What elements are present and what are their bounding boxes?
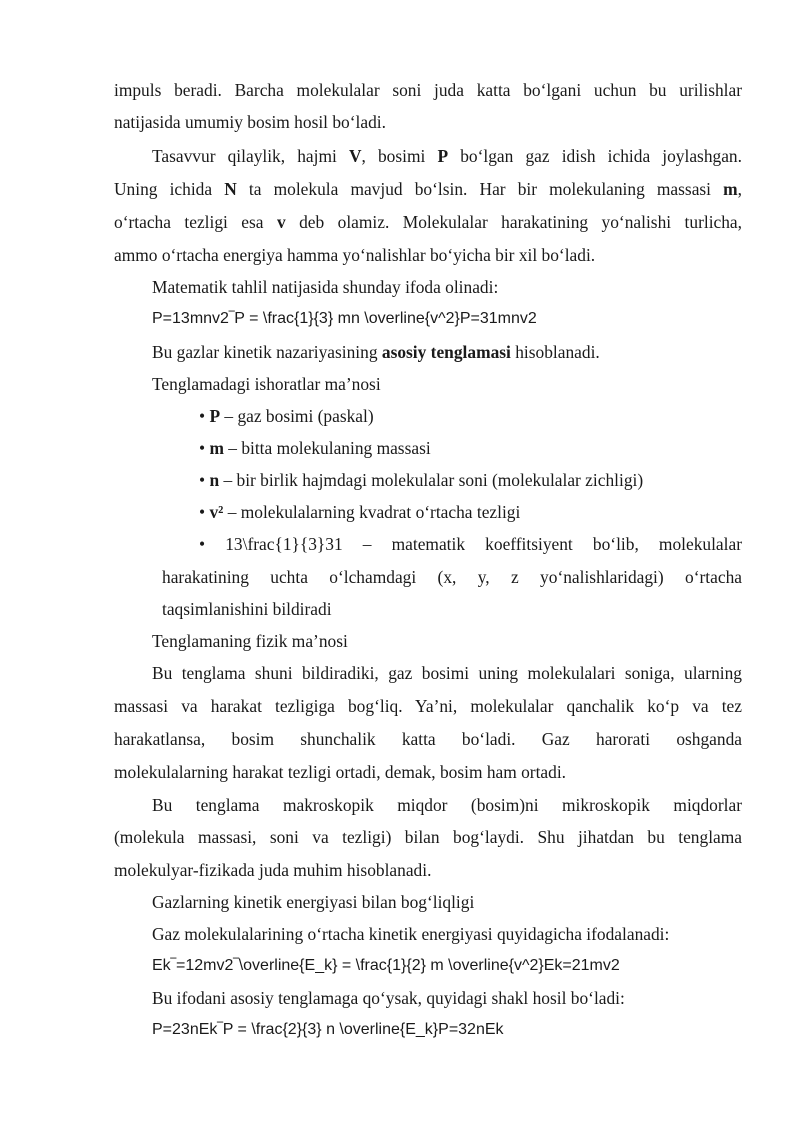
paragraph-line bbox=[152, 276, 742, 298]
formula-line bbox=[152, 1019, 742, 1041]
text-span: Tenglamaning fizik ma’nosi bbox=[152, 631, 348, 651]
text-span: harakatlansa, bosim shunchalik katta bo‘ladi. Gaz harorati oshganda bbox=[114, 729, 742, 749]
text-span: Bu tenglama makroskopik miqdor (bosim)ni mikroskopik miqdorlar bbox=[152, 795, 742, 815]
bullet-item bbox=[199, 469, 742, 491]
text-span: molekulalarning harakat tezligi ortadi, demak, bosim ham ortadi. bbox=[114, 762, 567, 782]
bullet-item bbox=[199, 437, 742, 459]
text-span: ta molekula mavjud bo‘lsin. Har bir molekulaning massasi bbox=[236, 179, 724, 199]
paragraph-line bbox=[152, 341, 742, 363]
bullet-glyph: • bbox=[199, 438, 210, 458]
paragraph-line bbox=[152, 794, 742, 816]
symbol-count: N bbox=[224, 179, 237, 199]
text-span: Bu tenglama shuni bildiradiki, gaz bosimi uning molekulalari soniga, ularning bbox=[152, 663, 742, 683]
paragraph-line bbox=[152, 923, 742, 945]
paragraph-line bbox=[114, 79, 742, 101]
formula-text: Ek‾=12mv2‾\overline{E_k} = \frac{1}{2} m \overline{v^2}Ek=21mv2 bbox=[152, 957, 620, 974]
paragraph-line bbox=[152, 145, 742, 167]
text-span: o‘rtacha tezligi esa bbox=[114, 212, 277, 232]
text-span: Gazlarning kinetik energiyasi bilan bog‘liqligi bbox=[152, 892, 475, 912]
paragraph-line bbox=[152, 662, 742, 684]
paragraph-line bbox=[114, 826, 742, 848]
symbol-velocity: v bbox=[276, 212, 286, 232]
section-heading bbox=[152, 891, 742, 913]
formula-line bbox=[152, 955, 742, 977]
text-span: Bu ifodani asosiy tenglamaga qo‘ysak, quyidagi shakl hosil bo‘ladi: bbox=[152, 988, 625, 1008]
bullet-item bbox=[199, 501, 742, 523]
bullet-glyph: • bbox=[199, 470, 210, 490]
bullet-glyph: • bbox=[199, 406, 210, 426]
text-span: Matematik tahlil natijasida shunday ifoda olinadi: bbox=[152, 277, 499, 297]
bullet-text: – bir birlik hajmdagi molekulalar soni (molekulalar zichligi) bbox=[219, 470, 644, 490]
text-span: massasi va harakat tezligiga bog‘liq. Ya’ni, molekulalar qanchalik ko‘p va tez bbox=[114, 696, 742, 716]
paragraph-line bbox=[114, 244, 742, 266]
paragraph-line bbox=[114, 211, 742, 233]
bullet-item bbox=[199, 533, 742, 555]
paragraph-line bbox=[152, 987, 742, 1009]
text-span: ammo o‘rtacha energiya hamma yo‘nalishlar bo‘yicha bir xil bo‘ladi. bbox=[114, 245, 596, 265]
text-span: Bu gazlar kinetik nazariyasining bbox=[152, 342, 382, 362]
text-span: (molekula massasi, soni va tezligi) bilan bog‘laydi. Shu jihatdan bu tenglama bbox=[114, 827, 742, 847]
bullet-text: – gaz bosimi (paskal) bbox=[220, 406, 374, 426]
text-span: Tenglamadagi ishoratlar ma’nosi bbox=[152, 374, 381, 394]
paragraph-line bbox=[114, 728, 742, 750]
text-span: bo‘lgan gaz idish ichida joylashgan. bbox=[448, 146, 742, 166]
paragraph-line bbox=[114, 695, 742, 717]
bullet-continuation bbox=[162, 598, 742, 620]
bullet-term: P bbox=[209, 406, 221, 426]
text-span: deb olamiz. Molekulalar harakatining yo‘nalishi turlicha, bbox=[285, 212, 743, 232]
bullet-continuation bbox=[162, 566, 742, 588]
bullet-term: v² bbox=[209, 502, 224, 522]
text-span: Gaz molekulalarining o‘rtacha kinetik energiyasi quyidagicha ifodalanadi: bbox=[152, 924, 670, 944]
formula-line bbox=[152, 308, 742, 330]
text-span: Uning ichida bbox=[114, 179, 225, 199]
text-span: , bosimi bbox=[361, 146, 438, 166]
bullet-term: m bbox=[209, 438, 224, 458]
bullet-text: • 13\frac{1}{3}31 – matematik koeffitsiyent bo‘lib, molekulalar bbox=[199, 534, 742, 554]
text-span: impuls beradi. Barcha molekulalar soni juda katta bo‘lgani uchun bu urilishlar bbox=[114, 80, 742, 100]
text-span: , bbox=[737, 179, 742, 199]
bullet-term: n bbox=[209, 470, 220, 490]
symbol-volume: V bbox=[348, 146, 362, 166]
symbol-pressure: P bbox=[437, 146, 449, 166]
bold-term: asosiy tenglamasi bbox=[381, 342, 511, 362]
text-span: taqsimlanishini bildiradi bbox=[162, 599, 332, 619]
bullet-item bbox=[199, 405, 742, 427]
text-span: hisoblanadi. bbox=[510, 342, 600, 362]
paragraph-line bbox=[114, 859, 742, 881]
text-span: Tasavvur qilaylik, hajmi bbox=[152, 146, 349, 166]
paragraph-line bbox=[114, 178, 742, 200]
section-heading bbox=[152, 373, 742, 395]
bullet-glyph: • bbox=[199, 502, 210, 522]
formula-text: P=13mnv2‾P = \frac{1}{3} mn \overline{v^2}P=31mnv2 bbox=[152, 310, 537, 327]
formula-text: P=23nEk‾P = \frac{2}{3} n \overline{E_k}P=32nEk bbox=[152, 1021, 504, 1038]
text-span: natijasida umumiy bosim hosil bo‘ladi. bbox=[114, 112, 386, 132]
text-span: harakatining uchta o‘lchamdagi (x, y, z yo‘nalishlaridagi) o‘rtacha bbox=[162, 567, 742, 587]
paragraph-line bbox=[114, 111, 742, 133]
paragraph-line bbox=[114, 761, 742, 783]
section-heading bbox=[152, 630, 742, 652]
symbol-mass: m bbox=[723, 179, 738, 199]
text-span: molekulyar-fizikada juda muhim hisoblanadi. bbox=[114, 860, 432, 880]
bullet-text: – bitta molekulaning massasi bbox=[223, 438, 431, 458]
bullet-text: – molekulalarning kvadrat o‘rtacha tezligi bbox=[223, 502, 521, 522]
